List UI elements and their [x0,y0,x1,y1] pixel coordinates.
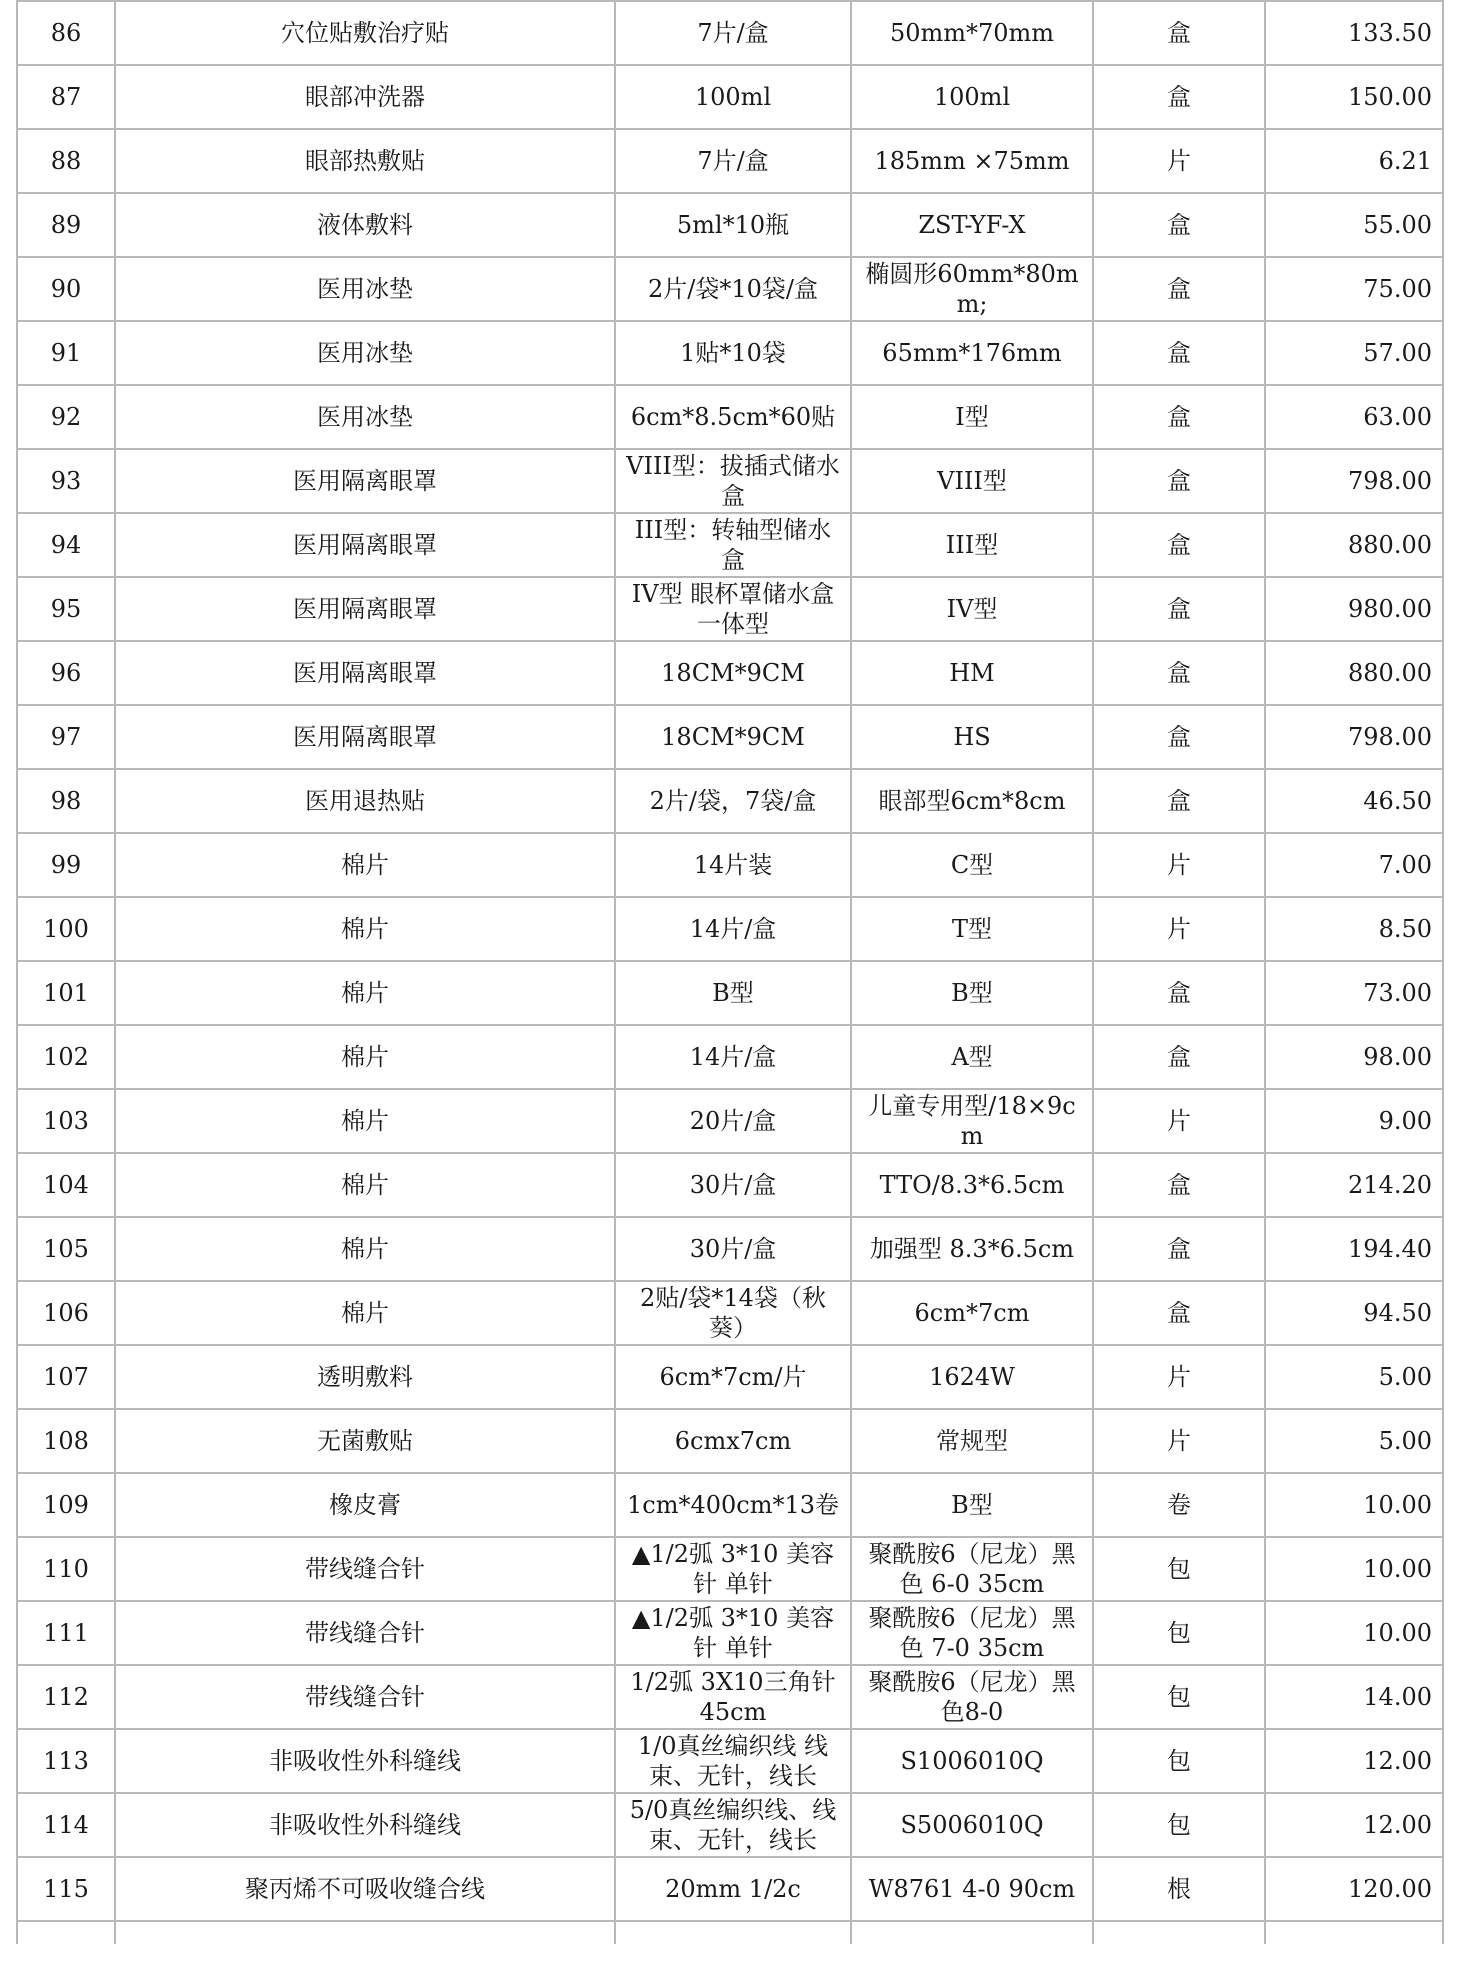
unit-cell: 盒 [1093,257,1265,321]
specification-cell: T型 [851,897,1093,961]
price-cell: 880.00 [1265,513,1443,577]
unit-cell: 包 [1093,1537,1265,1601]
table-row [17,1025,1443,1089]
price-cell: 9.00 [1265,1089,1443,1153]
unit-cell: 包 [1093,1729,1265,1793]
specification-cell: 椭圆形60mm*80mm; [851,257,1093,321]
price-cell: 57.00 [1265,321,1443,385]
price-cell: 120.00 [1265,1857,1443,1921]
unit-cell: 片 [1093,1409,1265,1473]
item-number-cell: 90 [17,257,115,321]
table-row [17,1601,1443,1665]
item-name-cell: 棉片 [115,1025,615,1089]
unit-cell: 片 [1093,897,1265,961]
table-row [17,257,1443,321]
unit-cell: 盒 [1093,65,1265,129]
price-cell: 5.00 [1265,1409,1443,1473]
unit-cell: 盒 [1093,577,1265,641]
packaging-cell: 6cm*7cm/片 [615,1345,851,1409]
item-number-cell: 106 [17,1281,115,1345]
item-name-cell: 眼部热敷贴 [115,129,615,193]
specification-cell: 聚酰胺6（尼龙）黑色 6-0 35cm [851,1537,1093,1601]
item-number-cell: 111 [17,1601,115,1665]
packaging-cell: 2贴/袋*14袋（秋葵） [615,1281,851,1345]
packaging-cell: III型：转轴型储水盒 [615,513,851,577]
packaging-cell: 20片/盒 [615,1089,851,1153]
unit-cell: 片 [1093,833,1265,897]
unit-cell: 盒 [1093,1153,1265,1217]
packaging-cell: 2片/袋*10袋/盒 [615,257,851,321]
specification-cell: 6cm*7cm [851,1281,1093,1345]
packaging-cell: 100ml [615,65,851,129]
item-name-cell: 非吸收性外科缝线 [115,1729,615,1793]
item-number-cell: 105 [17,1217,115,1281]
packaging-cell: 30片/盒 [615,1153,851,1217]
unit-cell: 盒 [1093,1,1265,65]
price-cell: 12.00 [1265,1729,1443,1793]
unit-cell: 片 [1093,1089,1265,1153]
table-row [17,1089,1443,1153]
item-number-cell: 94 [17,513,115,577]
packaging-cell: 1cm*400cm*13卷 [615,1473,851,1537]
specification-cell: S1006010Q [851,1729,1093,1793]
packaging-cell: 1贴*10袋 [615,321,851,385]
packaging-cell: 7片/盒 [615,1,851,65]
item-number-cell: 115 [17,1857,115,1921]
item-name-cell: 非吸收性外科缝线 [115,1793,615,1857]
item-number-cell: 91 [17,321,115,385]
table-row [17,1,1443,65]
table-row [17,1409,1443,1473]
item-number-cell: 87 [17,65,115,129]
specification-cell: 100ml [851,65,1093,129]
price-cell: 7.00 [1265,833,1443,897]
specification-cell: HM [851,641,1093,705]
item-number-cell: 96 [17,641,115,705]
item-number-cell: 92 [17,385,115,449]
unit-cell: 盒 [1093,769,1265,833]
table-row [17,449,1443,513]
unit-cell: 盒 [1093,641,1265,705]
item-number-cell: 101 [17,961,115,1025]
packaging-cell: IV型 眼杯罩储水盒一体型 [615,577,851,641]
item-name-cell: 棉片 [115,1089,615,1153]
item-name-cell: 带线缝合针 [115,1537,615,1601]
table-row-partial [17,1921,1443,1944]
price-cell: 798.00 [1265,449,1443,513]
item-name-cell: 眼部冲洗器 [115,65,615,129]
table-row [17,769,1443,833]
unit-cell: 盒 [1093,513,1265,577]
item-name-cell: 棉片 [115,1217,615,1281]
table-row [17,1281,1443,1345]
packaging-cell: B型 [615,961,851,1025]
price-cell: 63.00 [1265,385,1443,449]
unit-cell: 片 [1093,129,1265,193]
price-cell: 150.00 [1265,65,1443,129]
item-number-cell: 112 [17,1665,115,1729]
empty-cell [615,1921,851,1944]
unit-cell: 根 [1093,1857,1265,1921]
item-number-cell: 99 [17,833,115,897]
table-row [17,705,1443,769]
packaging-cell: 18CM*9CM [615,705,851,769]
item-name-cell: 透明敷料 [115,1345,615,1409]
packaging-cell: 1/0真丝编织线 线束、无针，线长 [615,1729,851,1793]
specification-cell: 65mm*176mm [851,321,1093,385]
empty-cell [115,1921,615,1944]
specification-cell: IV型 [851,577,1093,641]
item-name-cell: 医用隔离眼罩 [115,449,615,513]
table-row [17,1729,1443,1793]
specification-cell: 加强型 8.3*6.5cm [851,1217,1093,1281]
packaging-cell: 14片/盒 [615,897,851,961]
unit-cell: 包 [1093,1601,1265,1665]
table-row [17,513,1443,577]
item-number-cell: 108 [17,1409,115,1473]
table-row [17,897,1443,961]
item-name-cell: 带线缝合针 [115,1665,615,1729]
price-cell: 133.50 [1265,1,1443,65]
specification-cell: 眼部型6cm*8cm [851,769,1093,833]
table-row [17,1665,1443,1729]
item-name-cell: 医用冰垫 [115,257,615,321]
empty-cell [1265,1921,1443,1944]
empty-cell [1093,1921,1265,1944]
unit-cell: 盒 [1093,961,1265,1025]
packaging-cell: VIII型：拔插式储水盒 [615,449,851,513]
unit-cell: 盒 [1093,1281,1265,1345]
unit-cell: 卷 [1093,1473,1265,1537]
price-cell: 5.00 [1265,1345,1443,1409]
specification-cell: 儿童专用型/18×9cm [851,1089,1093,1153]
packaging-cell: ▲1/2弧 3*10 美容针 单针 [615,1537,851,1601]
item-number-cell: 100 [17,897,115,961]
packaging-cell: 7片/盒 [615,129,851,193]
specification-cell: W8761 4-0 90cm [851,1857,1093,1921]
packaging-cell: 6cmx7cm [615,1409,851,1473]
specification-cell: A型 [851,1025,1093,1089]
table-row [17,1345,1443,1409]
packaging-cell: 30片/盒 [615,1217,851,1281]
table-row [17,961,1443,1025]
table-row [17,1153,1443,1217]
unit-cell: 包 [1093,1793,1265,1857]
item-name-cell: 医用退热贴 [115,769,615,833]
item-number-cell: 113 [17,1729,115,1793]
item-number-cell: 103 [17,1089,115,1153]
price-cell: 14.00 [1265,1665,1443,1729]
unit-cell: 盒 [1093,321,1265,385]
table-row [17,193,1443,257]
table-row [17,577,1443,641]
item-name-cell: 聚丙烯不可吸收缝合线 [115,1857,615,1921]
item-number-cell: 114 [17,1793,115,1857]
item-name-cell: 医用隔离眼罩 [115,641,615,705]
item-number-cell: 98 [17,769,115,833]
specification-cell: III型 [851,513,1093,577]
price-cell: 194.40 [1265,1217,1443,1281]
packaging-cell: 18CM*9CM [615,641,851,705]
packaging-cell: 2片/袋，7袋/盒 [615,769,851,833]
item-name-cell: 棉片 [115,1153,615,1217]
price-cell: 98.00 [1265,1025,1443,1089]
specification-cell: C型 [851,833,1093,897]
specification-cell: TTO/8.3*6.5cm [851,1153,1093,1217]
table-row [17,641,1443,705]
packaging-cell: 14片装 [615,833,851,897]
packaging-cell: 20mm 1/2c [615,1857,851,1921]
price-cell: 46.50 [1265,769,1443,833]
unit-cell: 盒 [1093,193,1265,257]
table-row [17,1793,1443,1857]
specification-cell: ZST-YF-X [851,193,1093,257]
item-name-cell: 橡皮膏 [115,1473,615,1537]
specification-cell: 常规型 [851,1409,1093,1473]
price-cell: 980.00 [1265,577,1443,641]
item-name-cell: 液体敷料 [115,193,615,257]
unit-cell: 包 [1093,1665,1265,1729]
table-body [17,1,1443,1944]
packaging-cell: 5/0真丝编织线、线束、无针，线长 [615,1793,851,1857]
table-row [17,129,1443,193]
price-cell: 8.50 [1265,897,1443,961]
specification-cell: 50mm*70mm [851,1,1093,65]
table-row [17,1537,1443,1601]
item-number-cell: 97 [17,705,115,769]
unit-cell: 盒 [1093,1025,1265,1089]
specification-cell: VIII型 [851,449,1093,513]
unit-cell: 盒 [1093,449,1265,513]
table-row [17,385,1443,449]
item-number-cell: 107 [17,1345,115,1409]
table-row [17,321,1443,385]
item-number-cell: 93 [17,449,115,513]
unit-cell: 盒 [1093,385,1265,449]
item-name-cell: 棉片 [115,833,615,897]
specification-cell: B型 [851,961,1093,1025]
table-row [17,1857,1443,1921]
price-cell: 10.00 [1265,1473,1443,1537]
price-cell: 10.00 [1265,1601,1443,1665]
specification-cell: 聚酰胺6（尼龙）黑色 7-0 35cm [851,1601,1093,1665]
item-name-cell: 医用隔离眼罩 [115,577,615,641]
packaging-cell: 6cm*8.5cm*60贴 [615,385,851,449]
specification-cell: Ⅰ型 [851,385,1093,449]
packaging-cell: 5ml*10瓶 [615,193,851,257]
price-cell: 94.50 [1265,1281,1443,1345]
empty-cell [851,1921,1093,1944]
item-name-cell: 带线缝合针 [115,1601,615,1665]
table-row [17,1217,1443,1281]
specification-cell: 185mm ×75mm [851,129,1093,193]
price-cell: 12.00 [1265,1793,1443,1857]
item-name-cell: 医用冰垫 [115,321,615,385]
specification-cell: 1624W [851,1345,1093,1409]
item-name-cell: 棉片 [115,961,615,1025]
unit-cell: 盒 [1093,1217,1265,1281]
table-row [17,833,1443,897]
unit-cell: 片 [1093,1345,1265,1409]
price-cell: 55.00 [1265,193,1443,257]
price-cell: 798.00 [1265,705,1443,769]
item-name-cell: 无菌敷贴 [115,1409,615,1473]
item-number-cell: 88 [17,129,115,193]
table-row [17,65,1443,129]
price-cell: 10.00 [1265,1537,1443,1601]
item-number-cell: 110 [17,1537,115,1601]
item-number-cell: 104 [17,1153,115,1217]
price-cell: 75.00 [1265,257,1443,321]
item-number-cell: 89 [17,193,115,257]
specification-cell: 聚酰胺6（尼龙）黑色8-0 [851,1665,1093,1729]
empty-cell [17,1921,115,1944]
packaging-cell: 1/2弧 3X10三角针45cm [615,1665,851,1729]
specification-cell: S5006010Q [851,1793,1093,1857]
specification-cell: B型 [851,1473,1093,1537]
price-list-table [16,0,1444,1944]
item-number-cell: 102 [17,1025,115,1089]
price-cell: 214.20 [1265,1153,1443,1217]
table-row [17,1473,1443,1537]
item-name-cell: 医用隔离眼罩 [115,513,615,577]
item-name-cell: 棉片 [115,897,615,961]
packaging-cell: ▲1/2弧 3*10 美容针 单针 [615,1601,851,1665]
price-cell: 880.00 [1265,641,1443,705]
packaging-cell: 14片/盒 [615,1025,851,1089]
item-number-cell: 95 [17,577,115,641]
item-number-cell: 109 [17,1473,115,1537]
item-name-cell: 棉片 [115,1281,615,1345]
unit-cell: 盒 [1093,705,1265,769]
price-cell: 73.00 [1265,961,1443,1025]
specification-cell: HS [851,705,1093,769]
price-cell: 6.21 [1265,129,1443,193]
item-name-cell: 医用冰垫 [115,385,615,449]
item-name-cell: 穴位贴敷治疗贴 [115,1,615,65]
item-name-cell: 医用隔离眼罩 [115,705,615,769]
item-number-cell: 86 [17,1,115,65]
